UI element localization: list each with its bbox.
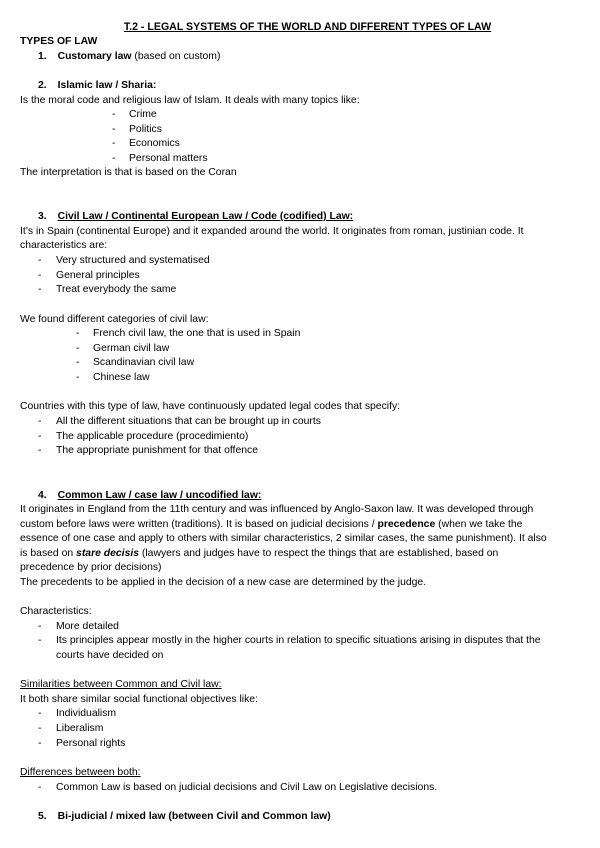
section-5-heading: [38, 810, 331, 825]
section-4-number: 4.: [38, 490, 47, 501]
categories-intro: We found different categories of civil law:: [20, 314, 209, 325]
list-item-continuation: courts have decided on: [56, 650, 164, 661]
section-4-paragraph-line: is based on stare decisis (lawyers and judges have to respect the things that are established, based on: [20, 548, 499, 559]
section-2-intro: Is the moral code and religious law of Islam. It deals with many topics like:: [20, 95, 360, 106]
section-4-paragraph-line: precedence by prior decisions): [20, 562, 162, 573]
section-3-title: Civil Law / Continental European Law / Code (codified) Law:: [57, 211, 354, 222]
similarities-intro: It both share similar social functional objectives like:: [20, 694, 258, 705]
document-page: T.2 - LEGAL SYSTEMS OF THE WORLD AND DIFFERENT TYPES OF LAW TYPES OF LAW 1. Customary law (based on custom) 2. Islamic law / Sharia: Is the moral code and religious law of Islam. It deals with many topics like: - Crime - Politics - Economics - Personal matters The interpretation is that is based on the Coran 3. Civil Law / Continental European Law / Code (codified) Law: It’s in Spain (continental Europe) and it expanded around the world. It originates from roman, justinian code. It characteristics are: - Very structured and systematised - General principles - Treat everybody the same We found different categories of civil law: - French civil law, the one that is used in Spain - German civil law - Scandinavian civil law - Chinese law Countries with this type of law, have continuously updated legal codes that specify: - All the different situations that can be brought up in courts - The applicable procedure (procedimiento) - The appropriate punishment for that offence 4. Common Law / case law / uncodified law: It originates in England from the 11th century and was influenced by Anglo-Saxon law. It was developed through custom before laws were written (traditions). It is based on judicial decisions / precedence (when we take the essence of one case and apply to others with similar characteristics, 2 similar cases, the same punishment). It also is based on stare decisis (lawyers and judges have to respect the things that are established, based on precedence by prior decisions) The precedents to be applied in the decision of a new case are determined by the judge. Characteristics: - More detailed - Its principles appear mostly in the higher courts in relation to specific situations arising in disputes that the courts have decided on Similarities between Common and Civil law: It both share similar social functional objectives like: - Individualism - Liberalism - Personal rights Differences between both: - Common Law is based on judicial decisions and Civil Law on Legislative decisions. 5. Bi-judicial / mixed law (between Civil and Common law): [0, 0, 600, 848]
section-4-paragraph-line: The precedents to be applied in the decision of a new case are determined by the judge.: [20, 577, 427, 588]
differences-heading: Differences between both:: [20, 767, 141, 778]
document-title: T.2 - LEGAL SYSTEMS OF THE WORLD AND DIFFERENT TYPES OF LAW: [123, 21, 492, 33]
codes-intro: Countries with this type of law, have continuously updated legal codes that specify:: [20, 401, 401, 412]
section-1-heading: [38, 50, 220, 65]
section-1-title: Customary law: [57, 51, 132, 62]
section-4-paragraph-line: essence of one case and apply to others with similar characteristics, 2 similar cases, the same punishment). It also: [20, 533, 547, 544]
section-4-paragraph-line: It originates in England from the 11th century and was influenced by Anglo-Saxon law. It was developed through: [20, 504, 534, 515]
stare-decisis-term: stare decisis: [76, 548, 140, 559]
types-heading: TYPES OF LAW: [20, 36, 98, 47]
section-2-outro: The interpretation is that is based on the Coran: [20, 167, 237, 178]
section-5-number: 5.: [38, 811, 47, 822]
section-4-heading: [38, 489, 261, 504]
section-4-title: Common Law / case law / uncodified law:: [57, 490, 262, 501]
section-4-paragraph-line: custom before laws were written (traditions). It is based on judicial decisions / precedence (when we take the: [20, 519, 523, 530]
section-2-number: 2.: [38, 80, 47, 91]
section-2-title: Islamic law / Sharia:: [57, 80, 157, 91]
section-3-paragraph-line: It’s in Spain (continental Europe) and it expanded around the world. It originates from roman, justinian code. It: [20, 226, 524, 237]
similarities-heading: Similarities between Common and Civil law:: [20, 679, 222, 690]
characteristics-heading: Characteristics:: [20, 606, 92, 617]
section-1-number: 1.: [38, 51, 47, 62]
section-5-title: Bi-judicial / mixed law (between Civil and Common law): [57, 811, 331, 822]
section-3-paragraph-line: characteristics are:: [20, 240, 108, 251]
precedence-term: precedence: [377, 519, 436, 530]
section-3-number: 3.: [38, 211, 47, 222]
section-1-note: (based on custom): [131, 51, 221, 62]
section-3-heading: [38, 210, 353, 225]
section-2-heading: [38, 79, 156, 94]
